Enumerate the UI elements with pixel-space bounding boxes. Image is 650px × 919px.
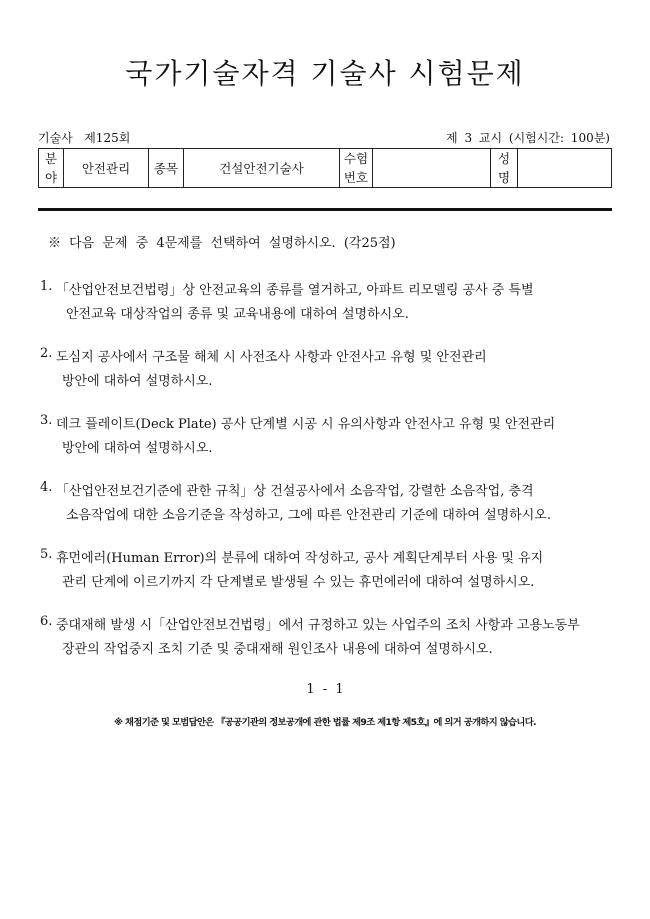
question-text-line1: 중대재해 발생 시「산업안전보건법령」에서 규정하고 있는 사업주의 조치 사항과 고용노동부 <box>56 618 580 633</box>
item-label: 종목 <box>149 149 184 188</box>
page-title: 국가기술자격 기술사 시험문제 <box>125 57 525 90</box>
question-number: 1. <box>40 279 53 294</box>
question-item <box>40 480 616 547</box>
question-number: 5. <box>40 547 53 562</box>
name-field[interactable] <box>518 149 612 188</box>
field-label-bottom: 야 <box>44 170 58 185</box>
question-text-line1: 「산업안전보건법령」상 안전교육의 종류를 열거하고, 아파트 리모델링 공사 중 특별 <box>56 283 534 298</box>
exam-info-table <box>38 148 612 188</box>
name-label-cell <box>491 149 518 188</box>
section-divider <box>38 208 612 211</box>
question-item <box>40 547 616 614</box>
name-label-bottom: 명 <box>497 170 511 185</box>
field-value: 안전관리 <box>64 149 149 188</box>
page-number: 1 - 1 <box>306 682 344 697</box>
footer-note: ※ 채점기준 및 모범답안은 『공공기관의 정보공개에 관한 법률 제9조 제1항 제5호』에 의거 공개하지 않습니다. <box>114 717 536 728</box>
field-label-top: 분 <box>44 151 58 166</box>
question-number: 3. <box>40 413 53 428</box>
exam-round: 기술사 제125회 <box>38 131 131 145</box>
item-value: 건설안전기술사 <box>184 149 340 188</box>
field-label-cell <box>39 149 64 188</box>
question-item <box>40 279 616 346</box>
instruction-text: ※ 다음 문제 중 4문제를 선택하여 설명하시오. (각25점) <box>48 236 396 251</box>
question-item <box>40 614 616 681</box>
question-text-line2: 소음작업에 대한 소음기준을 작성하고, 그에 따른 안전관리 기준에 대하여 설명하시오. <box>66 508 551 523</box>
question-number: 4. <box>40 480 53 495</box>
name-label-top: 성 <box>497 151 511 166</box>
question-text-line2: 방안에 대하여 설명하시오. <box>62 441 213 456</box>
question-item <box>40 413 616 480</box>
question-number: 6. <box>40 614 53 629</box>
question-text-line2: 방안에 대하여 설명하시오. <box>62 374 213 389</box>
question-text-line2: 안전교육 대상작업의 종류 및 교육내용에 대하여 설명하시오. <box>66 307 409 322</box>
question-text-line2: 관리 단계에 이르기까지 각 단계별로 발생될 수 있는 휴먼에러에 대하여 설명하시오. <box>62 575 535 590</box>
exam-number-field[interactable] <box>373 149 491 188</box>
exam-header <box>38 129 612 146</box>
session-info: 제 3 교시 (시험시간: 100분) <box>446 131 610 145</box>
question-text-line1: 도심지 공사에서 구조물 해체 시 사전조사 사항과 안전사고 유형 및 안전관리 <box>56 350 487 365</box>
question-text-line2: 장관의 작업중지 조치 기준 및 중대재해 원인조사 내용에 대하여 설명하시오. <box>62 642 493 657</box>
exam-number-label-top: 수험 <box>343 151 369 166</box>
exam-number-label-bottom: 번호 <box>343 170 369 185</box>
exam-number-label-cell <box>340 149 373 188</box>
question-text-line1: 휴먼에러(Human Error)의 분류에 대하여 작성하고, 공사 계획단계부터 사용 및 유지 <box>56 551 544 566</box>
question-text-line1: 데크 플레이트(Deck Plate) 공사 단계별 시공 시 유의사항과 안전사고 유형 및 안전관리 <box>56 417 556 432</box>
question-text-line1: 「산업안전보건기준에 관한 규칙」상 건설공사에서 소음작업, 강렬한 소음작업, 충격 <box>56 484 534 499</box>
question-item <box>40 346 616 413</box>
question-list <box>40 279 616 681</box>
question-number: 2. <box>40 346 53 361</box>
